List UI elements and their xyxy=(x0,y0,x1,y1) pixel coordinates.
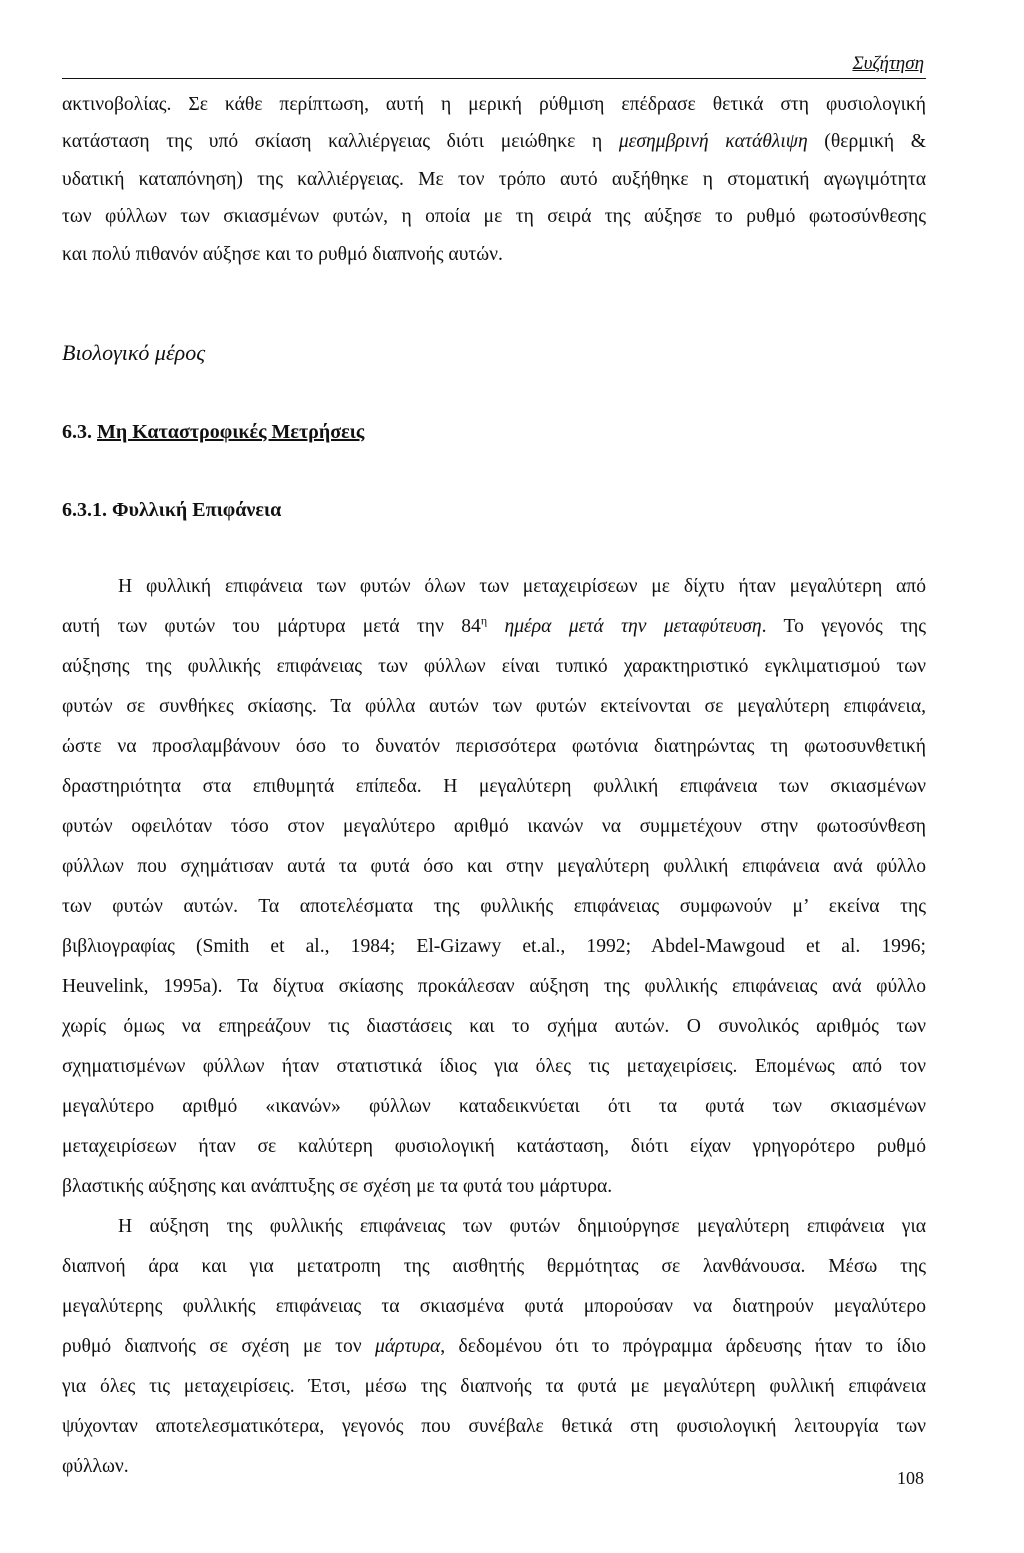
italic-term: μάρτυρα xyxy=(375,1336,441,1357)
page-number: 108 xyxy=(897,1468,924,1488)
text-line: φύλλων. xyxy=(62,1456,129,1477)
text-line: δραστηριότητα στα επιθυμητά επίπεδα. Η μεγαλύτερη φυλλική επιφάνεια των σκιασμένων xyxy=(62,776,926,797)
text-line: ακτινοβολίας. Σε κάθε περίπτωση, αυτή η μερική ρύθμιση επέδρασε θετικά στη φυσιολογική xyxy=(62,94,926,115)
text-line: για όλες τις μεταχειρίσεις. Έτσι, μέσω της διαπνοής τα φυτά με μεγαλύτερη φυλλική επιφάνεια xyxy=(62,1376,926,1397)
text-line: ρυθμό διαπνοής σε σχέση με τον μάρτυρα, δεδομένου ότι το πρόγραμμα άρδευσης ήταν το ίδιο xyxy=(62,1336,927,1357)
text-line: μεγαλύτερης φυλλικής επιφάνειας τα σκιασμένα φυτά μπορούσαν να διατηρούν μεγαλύτερο xyxy=(62,1296,926,1317)
text-line: βλαστικής αύξησης και ανάπτυξης σε σχέση με τα φυτά του μάρτυρα. xyxy=(62,1176,613,1197)
text-line: Heuvelink, 1995a). Τα δίχτυα σκίασης προκάλεσαν αύξηση της φυλλικής επιφάνειας ανά φύλλο xyxy=(62,976,926,997)
text-line: υδατική καταπόνηση) της καλλιέργειας. Με τον τρόπο αυτό αυξήθηκε η στοματική αγωγιμότητα xyxy=(62,169,926,190)
text-line: Η φυλλική επιφάνεια των φυτών όλων των μεταχειρίσεων με δίχτυ ήταν μεγαλύτερη από xyxy=(118,576,926,597)
text-line: διαπνοή άρα και για μετατροπη της αισθητής θερμότητας σε λανθάνουσα. Μέσω της xyxy=(62,1256,926,1277)
running-header xyxy=(62,52,926,79)
text-line: αυτή των φυτών του μάρτυρα μετά την $84^\eta$ ημέρα μετά την μεταφύτευση. Το γεγονός της xyxy=(62,613,926,637)
section-italic-heading: Βιολογικό μέρος xyxy=(62,340,206,365)
text-line: ψύχονταν αποτελεσματικότερα, γεγονός που συνέβαλε θετικά στη φυσιολογική λειτουργία των xyxy=(62,1416,926,1437)
text-line: κατάσταση της υπό σκίαση καλλιέργειας διότι μειώθηκε η μεσημβρινή κατάθλιψη (θερμική & xyxy=(62,131,926,152)
text-line: βιβλιογραφίας (Smith et al., 1984; El-Gizawy et.al., 1992; Abdel-Mawgoud et al. 1996; xyxy=(62,936,926,957)
running-title: Συζήτηση xyxy=(852,53,924,74)
text-line: αύξησης της φυλλικής επιφάνειας των φύλλων είναι τυπικό χαρακτηριστικό εγκλιματισμού των xyxy=(62,656,926,677)
italic-term: ημέρα μετά την μεταφύτευση xyxy=(504,616,762,637)
text-line: ώστε να προσλαμβάνουν όσο το δυνατόν περισσότερα φωτόνια διατηρώντας τη φωτοσυνθετική xyxy=(62,736,926,757)
section-heading-6-3: 6.3. Μη Καταστροφικές Μετρήσεις xyxy=(62,421,365,443)
text-line: φυτών σε συνθήκες σκίασης. Τα φύλλα αυτών των φυτών εκτείνονται σε μεγαλύτερη επιφάνεια, xyxy=(62,696,926,717)
text-line: μεγαλύτερο αριθμό «ικανών» φύλλων καταδεικνύεται ότι τα φυτά των σκιασμένων xyxy=(62,1096,926,1117)
text-line: και πολύ πιθανόν αύξησε και το ρυθμό διαπνοής αυτών. xyxy=(62,244,503,265)
text-line: φύλλων που σχημάτισαν αυτά τα φυτά όσο και στην μεγαλύτερη φυλλική επιφάνεια ανά φύλλο xyxy=(62,856,926,877)
text-line: Η αύξηση της φυλλικής επιφάνειας των φυτών δημιούργησε μεγαλύτερη επιφάνεια για xyxy=(118,1216,926,1237)
text-line: σχηματισμένων φύλλων ήταν στατιστικά ίδιος για όλες τις μεταχειρίσεις. Επομένως από τον xyxy=(62,1056,926,1077)
text-line: των φύλλων των σκιασμένων φυτών, η οποία με τη σειρά της αύξησε το ρυθμό φωτοσύνθεσης xyxy=(62,206,926,227)
text-line: των φυτών αυτών. Τα αποτελέσματα της φυλλικής επιφάνειας συμφωνούν μ’ εκείνα της xyxy=(62,896,926,917)
italic-term: μεσημβρινή κατάθλιψη xyxy=(618,131,808,152)
text-line: χωρίς όμως να επηρεάζουν τις διαστάσεις και το σχήμα αυτών. Ο συνολικός αριθμός των xyxy=(62,1016,926,1037)
subsection-heading-6-3-1: 6.3.1. Φυλλική Επιφάνεια xyxy=(62,499,282,521)
text-line: μεταχειρίσεων ήταν σε καλύτερη φυσιολογική κατάσταση, διότι είχαν γρηγορότερο ρυθμό xyxy=(62,1136,926,1157)
text-line: φυτών οφειλόταν τόσο στον μεγαλύτερο αριθμό ικανών να συμμετέχουν στην φωτοσύνθεση xyxy=(62,816,926,837)
